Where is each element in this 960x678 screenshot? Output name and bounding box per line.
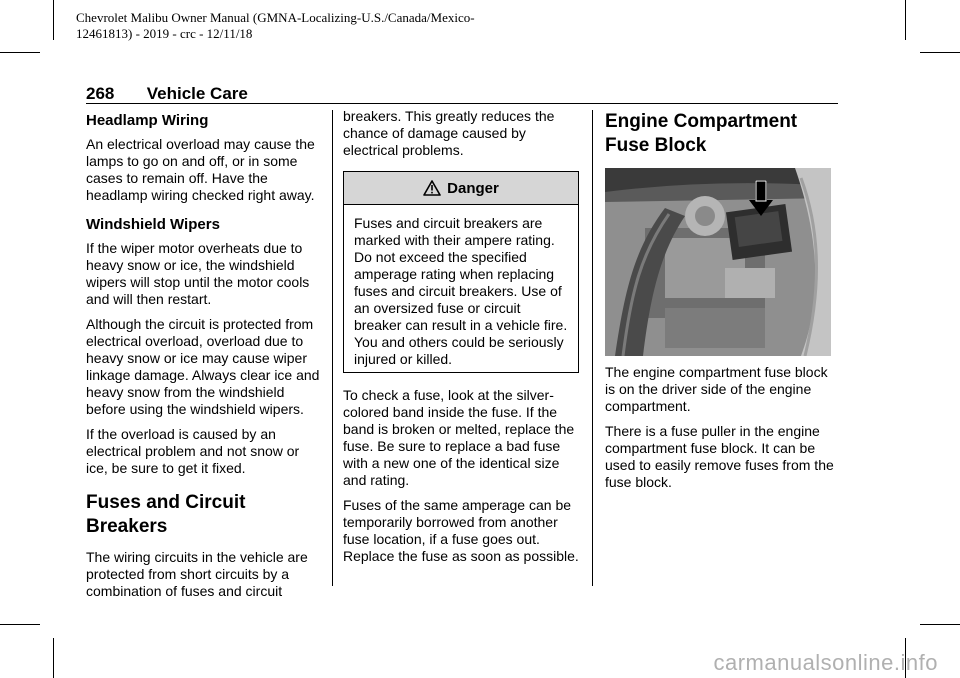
meta-line-1: Chevrolet Malibu Owner Manual (GMNA-Localizing-U.S./Canada/Mexico- bbox=[76, 10, 475, 25]
column-3 bbox=[605, 108, 841, 499]
fuse-puller-text: There is a fuse puller in the engine compartment fuse block. It can be used to easily remove fuses from the fuse block. bbox=[605, 423, 834, 490]
fuses-heading: Fuses and Circuit Breakers bbox=[86, 492, 246, 537]
page-heading bbox=[86, 84, 248, 104]
danger-label: Danger bbox=[447, 180, 499, 197]
wipers-paragraph-2: Although the circuit is protected from electrical overload, overload due to heavy snow or ice may cause wiper linkage damage. Always clear ice and heavy snow from the windshield before using the windshield wipers. bbox=[86, 316, 320, 417]
warning-triangle-icon bbox=[423, 180, 441, 196]
headlamp-wiring-heading: Headlamp Wiring bbox=[86, 112, 209, 129]
engine-photo-illustration bbox=[605, 168, 831, 356]
danger-text: Fuses and circuit breakers are marked with their ampere rating. Do not exceed the specified amperage rating when replacing fuses and circuit breakers. Use of an oversized fuse or circuit breaker can result in a vehicle fire. You and others could be seriously injured or killed. bbox=[354, 215, 568, 367]
section-name: Vehicle Care bbox=[146, 84, 248, 103]
wipers-paragraph-3: If the overload is caused by an electrical problem and not snow or ice, be sure to get it fixed. bbox=[86, 426, 300, 476]
borrow-fuse-text: Fuses of the same amperage can be temporarily borrowed from another fuse location, if a fuse goes out. Replace the fuse as soon as possible. bbox=[343, 497, 579, 564]
document-meta bbox=[76, 10, 636, 42]
wipers-paragraph-1: If the wiper motor overheats due to heavy snow or ice, the windshield wipers will stop until the motor cools and will then restart. bbox=[86, 240, 310, 307]
crop-mark bbox=[905, 0, 906, 40]
windshield-wipers-heading: Windshield Wipers bbox=[86, 216, 220, 233]
crop-mark bbox=[0, 624, 40, 625]
crop-mark bbox=[53, 638, 54, 678]
heading-rule bbox=[86, 103, 838, 104]
crop-mark bbox=[920, 52, 960, 53]
engine-compartment-image bbox=[605, 168, 831, 356]
column-divider bbox=[332, 110, 333, 586]
headlamp-wiring-text: An electrical overload may cause the lamps to go on and off, or in some cases to remain off. Have the headlamp wiring checked right away. bbox=[86, 136, 315, 203]
engine-fuse-block-heading: Engine Compartment Fuse Block bbox=[605, 111, 798, 156]
fuses-paragraph-1: The wiring circuits in the vehicle are protected from short circuits by a combination of fuses and circuit bbox=[86, 549, 308, 599]
column-divider bbox=[592, 110, 593, 586]
fuse-block-location-text: The engine compartment fuse block is on the driver side of the engine compartment. bbox=[605, 364, 828, 414]
crop-mark bbox=[53, 0, 54, 40]
check-fuse-text: To check a fuse, look at the silver-colored band inside the fuse. If the band is broken or melted, replace the fuse. Be sure to replace a bad fuse with a new one of the identical size and rating. bbox=[343, 387, 575, 488]
danger-header bbox=[344, 172, 578, 205]
column-2 bbox=[343, 108, 579, 573]
crop-mark bbox=[0, 52, 40, 53]
page-number: 268 bbox=[86, 84, 115, 103]
column-1 bbox=[86, 108, 322, 608]
fuses-continued-text: breakers. This greatly reduces the chance of damage caused by electrical problems. bbox=[343, 108, 555, 158]
meta-line-2: 12461813) - 2019 - crc - 12/11/18 bbox=[76, 26, 253, 41]
watermark: carmanualsonline.info bbox=[713, 650, 938, 675]
crop-mark bbox=[920, 624, 960, 625]
danger-box bbox=[343, 171, 579, 373]
